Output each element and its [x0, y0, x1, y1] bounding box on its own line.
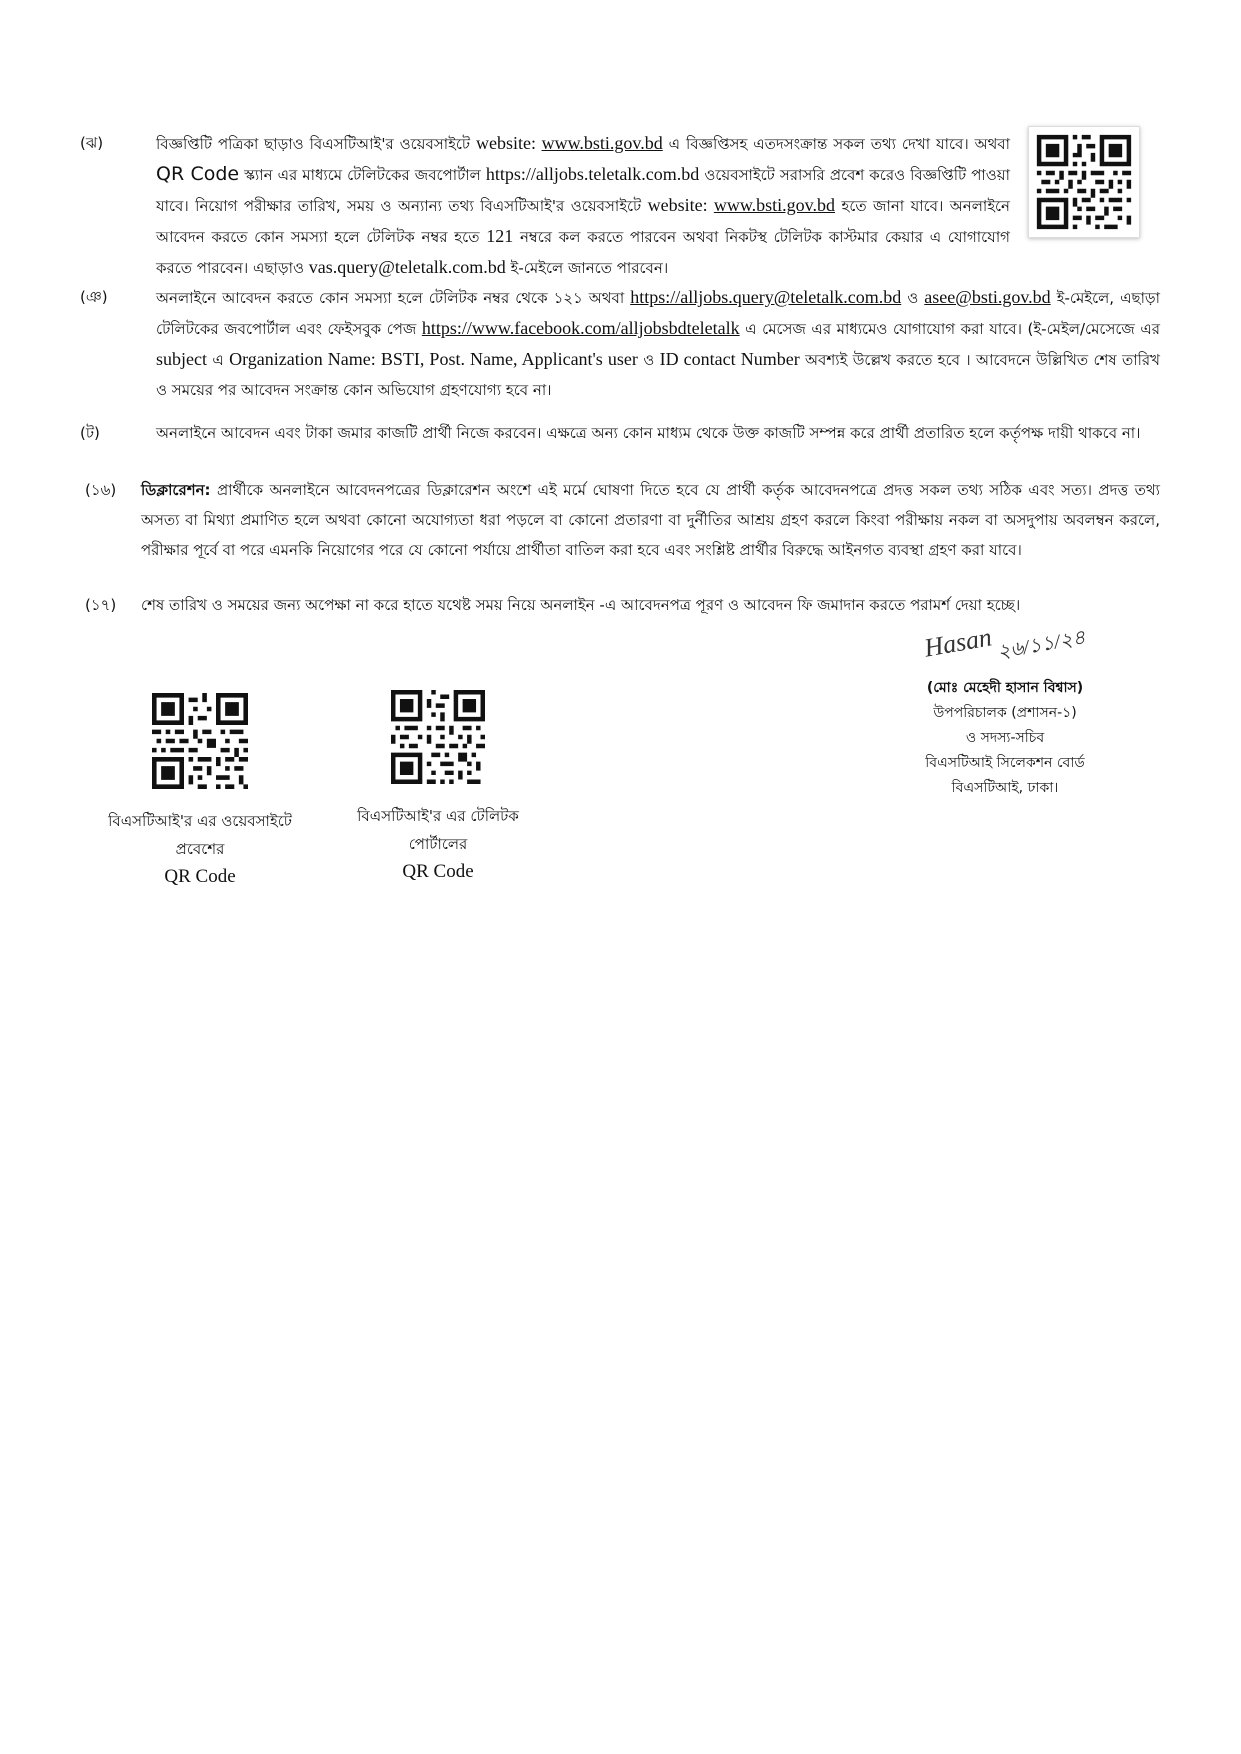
- qr-block-website: [80, 693, 320, 891]
- item-number: (১৬): [85, 481, 117, 499]
- paragraph-16-declaration: (১৬) ডিক্লারেশন: প্রার্থীকে অনলাইনে আবেদনপত্রের ডিক্লারেশন অংশে এই মর্মে ঘোষণা দিতে হবে যে প্রার্থী কর্তৃক আবেদনপত্রে প্রদত্ত সকল তথ্য সঠিক এবং সত্য। প্রদত্ত তথ্য অসত্য বা মিথ্যা প্রমাণিত হলে অথবা কোনো অযোগ্যতা ধরা পড়লে বা কোনো প্রতারণা বা দুর্নীতির আশ্রয় গ্রহণ করলে কিংবা পরীক্ষায় নকল বা অসদুপায় অবলম্বন করলে, পরীক্ষার পূর্বে বা পরে এমনকি নিয়োগের পরে যে কোনো পর্যায়ে প্রার্থীতা বাতিল করা হবে এবং সংশ্লিষ্ট প্রার্থীর বিরুদ্ধে আইনগত ব্যবস্থা গ্রহণ করা যাবে।: [85, 475, 1160, 565]
- item-number: (১৭): [85, 596, 117, 614]
- bsti-website-link-2[interactable]: www.bsti.gov.bd: [713, 195, 836, 215]
- teletalk-portal-link[interactable]: https://alljobs.teletalk.com.bd: [485, 164, 700, 184]
- qr-caption-website: বিএসটিআই'র এর ওয়েবসাইটে প্রবেশের QR Code: [108, 812, 292, 887]
- signatory-designation: উপপরিচালক (প্রশাসন-১): [933, 705, 1077, 721]
- signatory-role: ও সদস্য-সচিব: [965, 730, 1045, 746]
- item-number: (ঝ): [80, 134, 104, 152]
- signatory-office: বিএসটিআই, ঢাকা।: [951, 780, 1059, 796]
- declaration-label: ডিক্লারেশন:: [141, 481, 211, 499]
- qr-icon: [391, 690, 485, 784]
- paragraph-nya: (ঞ) অনলাইনে আবেদন করতে কোন সমস্যা হলে টেলিটক নম্বর থেকে ১২১ অথবা https://alljobs.query@teletalk.com.bd ও asee@bsti.gov.bd ই-মেইলে, এছাড়া টেলিটকের জবপোর্টাল এবং ফেইসবুক পেজ https://www.facebook.com/alljobsbdteletalk এ মেসেজ এর মাধ্যমেও যোগাযোগ করা যাবে। (ই-মেইল/মেসেজে এর subject এ Organization Name: BSTI, Post. Name, Applicant's user ও ID contact Number অবশ্যই উল্লেখ করতে হবে । আবেদনে উল্লিখিত শেষ তারিখ ও সময়ের পর আবেদন সংক্রান্ত কোন অভিযোগ গ্রহণযোগ্য হবে না।: [80, 282, 1160, 405]
- paragraph-17: (১৭) শেষ তারিখ ও সময়ের জন্য অপেক্ষা না করে হাতে যথেষ্ট সময় নিয়ে অনলাইন -এ আবেদনপত্র পূরণ ও আবেদন ফি জমাদান করতে পরামর্শ দেয়া হচ্ছে।: [85, 590, 1160, 620]
- item-number: (ঞ): [80, 288, 108, 306]
- vas-email[interactable]: vas.query@teletalk.com.bd: [308, 257, 506, 277]
- qr-code-teletalk: [391, 690, 485, 784]
- qr-icon: [152, 693, 248, 789]
- signature-line: [895, 622, 1115, 676]
- signatory-name: (মোঃ মেহেদী হাসান বিশ্বাস): [926, 680, 1084, 696]
- paragraph-ta: (ট) অনলাইনে আবেদন এবং টাকা জমার কাজটি প্রার্থী নিজে করবেন। এক্ষত্রে অন্য কোন মাধ্যম থেকে উক্ত কাজটি সম্পন্ন করে প্রার্থী প্রতারিত হলে কর্তৃপক্ষ দায়ী থাকবে না।: [80, 418, 1160, 448]
- qr-caption-teletalk: বিএসটিআই'র এর টেলিটক পোর্টালের QR Code: [357, 807, 519, 882]
- qr-icon: [1029, 127, 1139, 237]
- item-number: (ট): [80, 424, 100, 442]
- qr-block-teletalk: [318, 690, 558, 886]
- signature-date: ২৬/১১/২৪: [996, 626, 1088, 664]
- signature-block: [895, 622, 1115, 801]
- paragraph-jha: (ঝ) বিজ্ঞপ্তিটি পত্রিকা ছাড়াও বিএসটিআই'র ওয়েবসাইটে website: www.bsti.gov.bd এ বিজ্ঞপ্তিসহ এতদসংক্রান্ত সকল তথ্য দেখা যাবে। অথবা QR Code স্ক্যান এর মাধ্যমে টেলিটকের জবপোর্টাল https://alljobs.teletalk.com.bd ওয়েবসাইটে সরাসরি প্রবেশ করেও বিজ্ঞপ্তিটি পাওয়া যাবে। নিয়োগ পরীক্ষার তারিখ, সময় ও অন্যান্য তথ্য বিএসটিআই'র ওয়েবসাইটে website: www.bsti.gov.bd হতে জানা যাবে। অনলাইনে আবেদন করতে কোন সমস্যা হলে টেলিটক নম্বর হতে 121 নম্বরে কল করতে পারবেন অথবা নিকটস্থ টেলিটক কাস্টমার কেয়ার এ যোগাযোগ করতে পারবেন। এছাড়াও vas.query@teletalk.com.bd ই-মেইলে জানতে পারবেন।: [80, 128, 1010, 283]
- qr-code-website: [152, 693, 248, 789]
- facebook-page-link[interactable]: https://www.facebook.com/alljobsbdteletalk: [421, 318, 740, 338]
- bsti-website-link[interactable]: www.bsti.gov.bd: [541, 133, 663, 153]
- signatory-board: বিএসটিআই সিলেকশন বোর্ড: [925, 755, 1085, 771]
- asee-email-link[interactable]: asee@bsti.gov.bd: [924, 287, 1051, 307]
- alljobs-query-link[interactable]: https://alljobs.query@teletalk.com.bd: [630, 287, 902, 307]
- handwritten-signature: Hasan: [921, 622, 994, 663]
- qr-code-top: [1028, 126, 1140, 238]
